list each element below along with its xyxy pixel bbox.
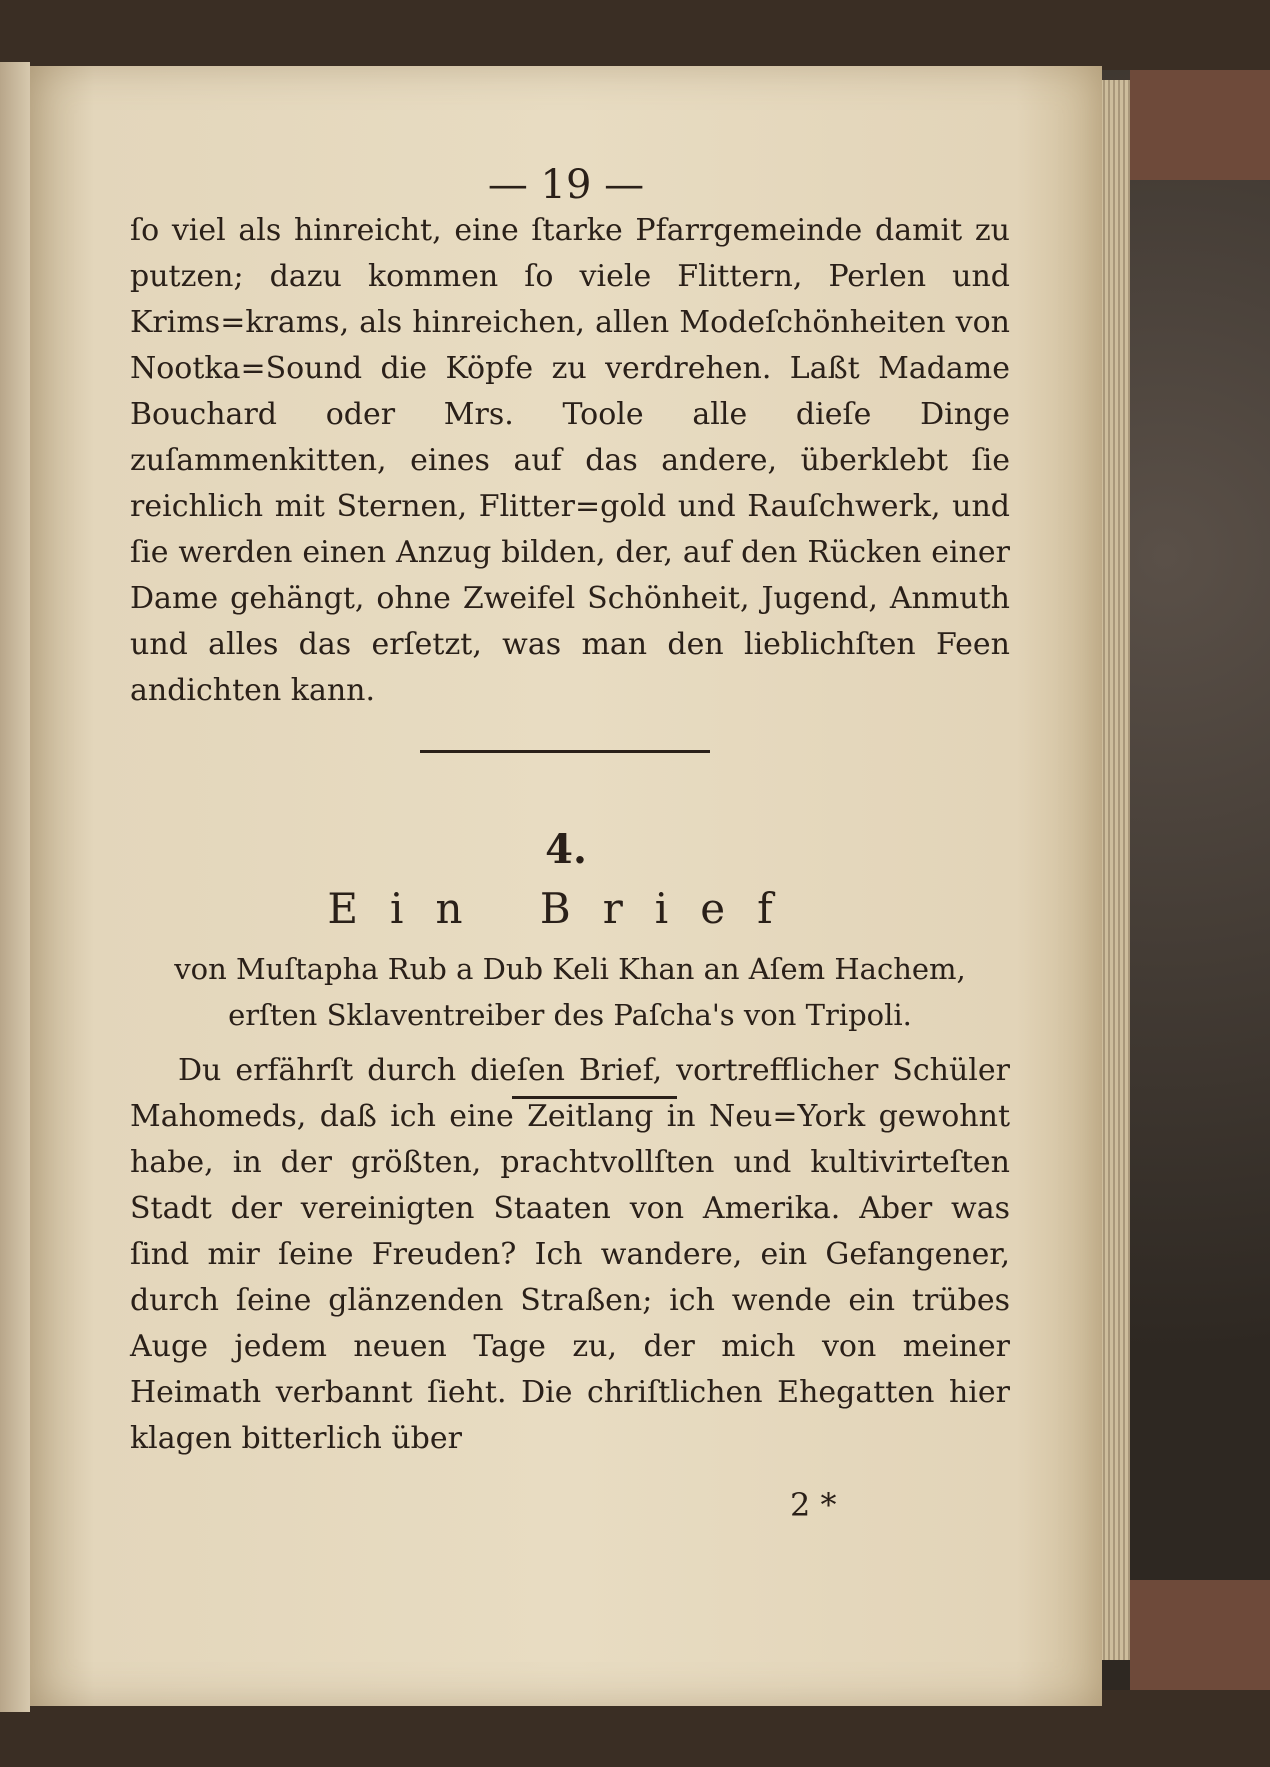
signature-mark: 2 * <box>790 1486 837 1524</box>
paragraph-continued: ſo viel als hinreicht, eine ſtarke Pfarrgemeinde damit zu putzen; dazu kommen ſo viele Flittern, Perlen und Krims=krams, als hinreichen, allen Modeſchönheiten von Nootka=Sound die Köpfe zu verdrehen. Laßt Madame Bouchard oder Mrs. Toole alle dieſe Dinge zuſammenkitten, eines auf das andere, überklebt ſie reichlich mit Sternen, Flitter=gold und Rauſchwerk, und ſie werden einen Anzug bilden, der, auf den Rücken einer Dame gehängt, ohne Zweifel Schönheit, Jugend, Anmuth und alles das erſetzt, was man den lieblichſten Feen andichten kann. <box>130 213 1010 708</box>
section-title: Ein Brief <box>327 884 805 933</box>
book-page <box>30 66 1102 1706</box>
page-number: — 19 — <box>487 162 645 208</box>
section-divider <box>420 750 710 753</box>
section-subtitle: von Muſtapha Rub a Dub Keli Khan an Aſem Hachem, erſten Sklaventreiber des Paſcha's von Tripoli. <box>174 952 966 1032</box>
section-number: 4. <box>545 826 587 873</box>
cover-corner-top <box>1130 70 1270 180</box>
cover-corner-bottom <box>1130 1580 1270 1690</box>
left-page-edge <box>0 62 30 1712</box>
letter-paragraph: Du erfährſt durch dieſen Brief, vortrefflicher Schüler Mahomeds, daß ich eine Zeitlang in Neu=York gewohnt habe, in der größten, prachtvollſten und kultivirteſten Stadt der vereinigten Staaten von Amerika. Aber was ſind mir ſeine Freuden? Ich wandere, ein Gefangener, durch ſeine glänzenden Straßen; ich wende ein trübes Auge jedem neuen Tage zu, der mich von meiner Heimath verbannt ſieht. Die chriſtlichen Ehegatten hier klagen bitterlich über <box>130 1053 1010 1456</box>
page-stack-edge <box>1100 80 1130 1660</box>
